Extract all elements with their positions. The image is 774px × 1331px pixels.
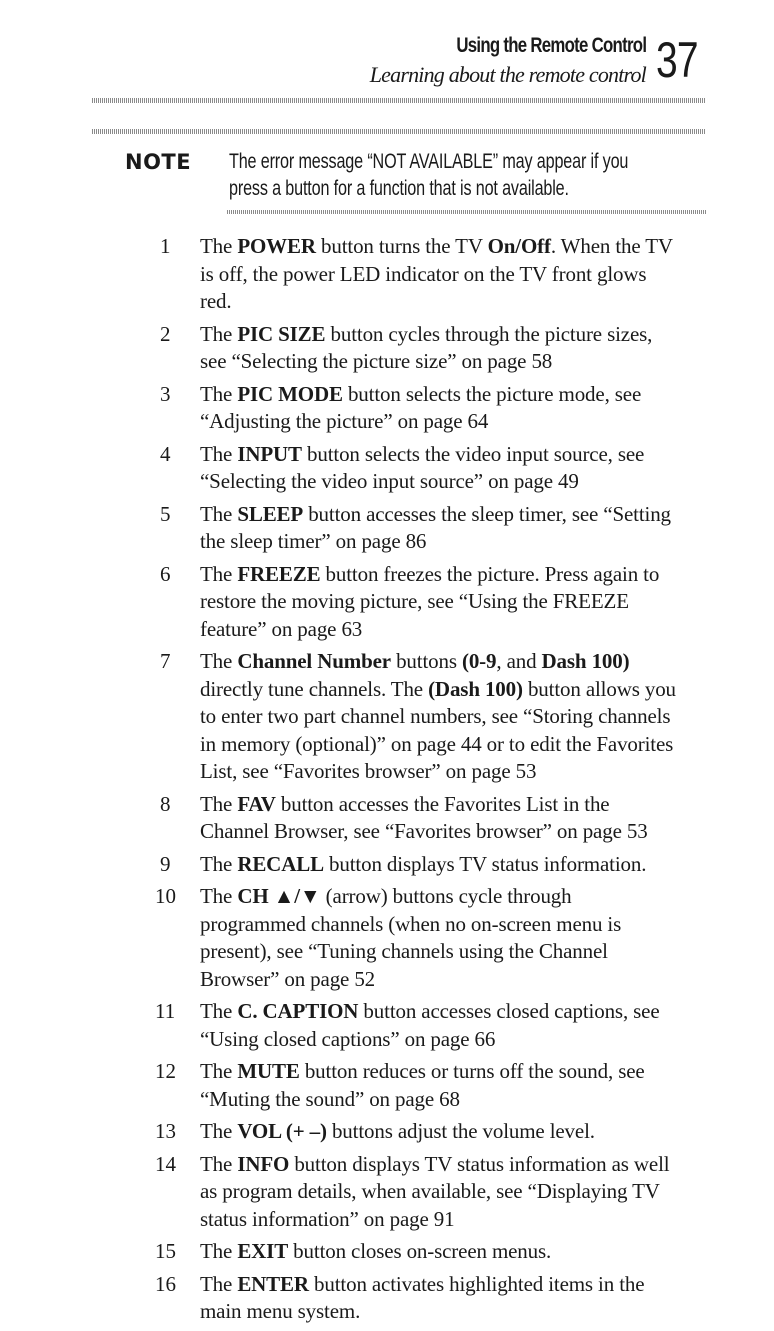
item-bold-text: VOL (+ –) (237, 1119, 327, 1143)
item-text-run: The (200, 649, 238, 673)
list-item (0, 561, 774, 644)
item-text-run: The (200, 381, 238, 406)
item-number: 15 (155, 1239, 176, 1263)
item-bold-text: FREEZE (237, 561, 321, 586)
chapter-title: Using the Remote Control (456, 34, 646, 57)
header-divider (92, 98, 706, 103)
item-text-run: button accesses the Favorites List in the Channel Browser, see “Favorites browser” on page 53 (200, 791, 648, 843)
item-number: 11 (155, 999, 176, 1023)
note-bottom-divider (227, 210, 706, 214)
item-text-run: button displays TV status information. (323, 851, 647, 876)
item-text-run: buttons (390, 649, 462, 673)
item-text-run: The (200, 1059, 238, 1083)
item-text (200, 233, 680, 316)
section-subtitle: Learning about the remote control (369, 62, 646, 87)
item-bold-text: PIC MODE (237, 381, 343, 406)
item-number: 4 (160, 441, 171, 466)
item-text-run: button accesses closed captions, see “Using closed captions” on page 66 (200, 999, 660, 1051)
item-text (200, 648, 680, 786)
button-description-list (0, 233, 774, 1331)
page-number: 37 (656, 32, 698, 88)
item-text (200, 441, 680, 496)
list-item (0, 883, 774, 993)
item-text-run: button selects the picture mode, see “Adjusting the picture” on page 64 (200, 381, 642, 433)
item-number: 16 (155, 1271, 176, 1296)
item-text-run: The (200, 1239, 238, 1263)
item-text-run: The (200, 321, 238, 346)
item-number: 13 (155, 1119, 176, 1143)
list-item (0, 998, 774, 1053)
item-text (200, 851, 680, 879)
item-bold-text: (0-9 (461, 649, 497, 673)
list-item (0, 441, 774, 496)
item-text-run: (arrow) buttons cycle through programmed channels (when no on-screen menu is present), see “Tuning channels using the Channel Browser” on page 52 (200, 884, 622, 991)
item-bold-text: POWER (237, 234, 316, 258)
item-number: 6 (160, 561, 171, 586)
item-text (200, 1058, 680, 1113)
list-item (0, 648, 774, 786)
item-text-run: The (200, 791, 238, 816)
item-bold-text: On/Off (487, 234, 551, 258)
item-text (200, 1238, 680, 1266)
item-text-run: The (200, 441, 238, 466)
item-bold-text: Channel Number (237, 649, 391, 673)
item-bold-text: MUTE (237, 1059, 300, 1083)
list-item (0, 1118, 774, 1146)
item-text (200, 381, 680, 436)
item-text (200, 501, 680, 556)
item-text-run: button accesses the sleep timer, see “Setting the sleep timer” on page 86 (200, 501, 671, 553)
item-bold-text: RECALL (237, 851, 324, 876)
item-text-run: The (200, 1271, 238, 1296)
item-number: 14 (155, 1151, 176, 1176)
item-text (200, 791, 680, 846)
item-number: 7 (160, 649, 171, 673)
list-item (0, 1058, 774, 1113)
item-text (200, 561, 680, 644)
item-bold-text: ENTER (237, 1271, 309, 1296)
item-text-run: buttons adjust the volume level. (326, 1119, 595, 1143)
item-bold-text: C. CAPTION (237, 999, 359, 1023)
running-header (370, 34, 646, 90)
item-number: 5 (160, 501, 171, 526)
item-text-run: button displays TV status information as well as program details, when available, see “Displaying TV status information” on page 91 (200, 1151, 670, 1231)
note-label: NOTE (125, 150, 192, 174)
item-bold-text: INPUT (237, 441, 302, 466)
item-text (200, 321, 680, 376)
item-text-run: button freezes the picture. Press again to restore the moving picture, see “Using the FREEZE feature” on page 63 (200, 561, 660, 641)
item-text-run: button cycles through the picture sizes, see “Selecting the picture size” on page 58 (200, 321, 653, 373)
item-text (200, 883, 680, 993)
list-item (0, 791, 774, 846)
list-item (0, 1151, 774, 1234)
item-text-run: button reduces or turns off the sound, see “Muting the sound” on page 68 (200, 1059, 645, 1111)
item-bold-text: SLEEP (237, 501, 304, 526)
note-text: The error message “NOT AVAILABLE” may appear if you press a button for a function that is not available. (229, 150, 629, 200)
item-text-run: The (200, 234, 238, 258)
item-text-run: . When the TV is off, the power LED indicator on the TV front glows red. (200, 234, 673, 313)
item-text (200, 998, 680, 1053)
list-item (0, 381, 774, 436)
item-bold-text: Dash 100) (541, 649, 630, 673)
item-number: 8 (160, 791, 171, 816)
list-item (0, 851, 774, 879)
item-bold-text: FAV (237, 791, 276, 816)
item-number: 9 (160, 851, 171, 876)
item-text (200, 1271, 680, 1326)
item-text-run: directly tune channels. The (200, 676, 429, 701)
item-number: 10 (155, 884, 176, 908)
item-bold-text: EXIT (237, 1239, 289, 1263)
item-bold-text: (Dash 100) (428, 676, 523, 701)
item-number: 2 (160, 321, 171, 346)
item-text-run: The (200, 1119, 238, 1143)
item-text-run: button closes on-screen menus. (288, 1239, 552, 1263)
item-text (200, 1118, 680, 1146)
item-text (200, 1151, 680, 1234)
list-item (0, 321, 774, 376)
item-bold-text: CH ▲/▼ (237, 884, 321, 908)
item-text-run: button activates highlighted items in the main menu system. (200, 1271, 645, 1323)
item-text-run: The (200, 561, 238, 586)
list-item (0, 501, 774, 556)
item-text-run: The (200, 999, 238, 1023)
list-item (0, 233, 774, 316)
list-item (0, 1271, 774, 1326)
item-text-run: , and (496, 649, 542, 673)
item-text-run: button selects the video input source, see “Selecting the video input source” on page 49 (200, 441, 645, 493)
item-bold-text: PIC SIZE (237, 321, 326, 346)
item-number: 12 (155, 1059, 176, 1083)
item-text-run: button allows you to enter two part channel numbers, see “Storing channels in memory (optional)” on page 44 or to edit the Favorites List, see “Favorites browser” on page 53 (200, 676, 676, 783)
item-text-run: The (200, 1151, 238, 1176)
item-text-run: The (200, 884, 238, 908)
item-bold-text: INFO (237, 1151, 290, 1176)
item-text-run: The (200, 501, 238, 526)
item-text-run: button turns the TV (315, 234, 488, 258)
item-number: 1 (160, 234, 171, 258)
list-item (0, 1238, 774, 1266)
item-number: 3 (160, 381, 171, 406)
note-top-divider (92, 129, 706, 134)
item-text-run: The (200, 851, 238, 876)
